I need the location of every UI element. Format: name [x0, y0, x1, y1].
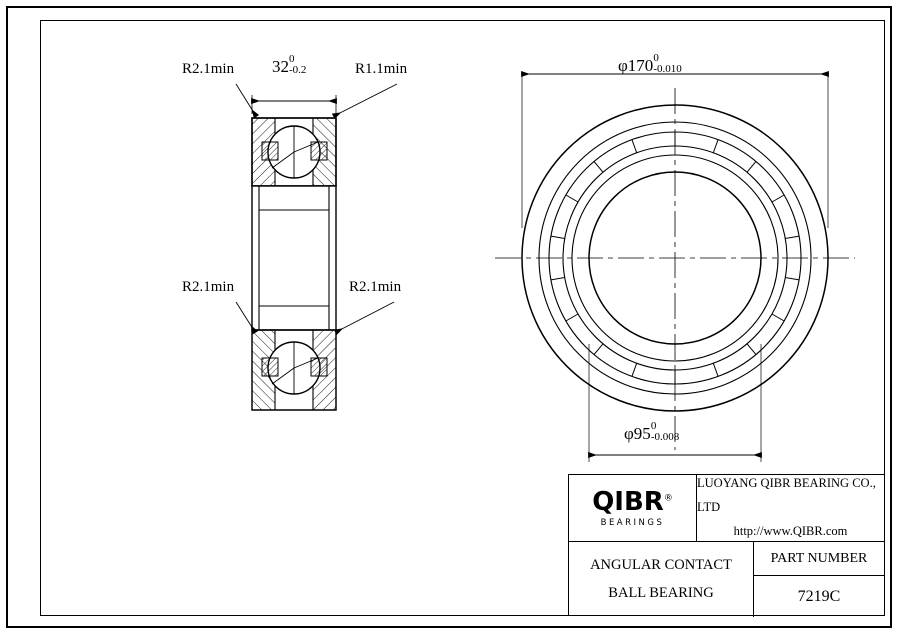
company-logo [569, 475, 697, 541]
company-website[interactable]: http://www.QIBR.com [733, 523, 848, 538]
tolerance-upper: 0 [289, 52, 295, 65]
title-block [568, 474, 885, 616]
dimension-width [272, 52, 323, 77]
annotation-chamfer-bottom-right: R2.1min [349, 279, 402, 295]
logo-subtitle: BEARINGS [600, 517, 665, 528]
tolerance-lower: -0.008 [650, 430, 680, 443]
logo-wordmark: QIBR [592, 486, 664, 517]
annotation-chamfer-bottom-left: R2.1min [182, 279, 235, 295]
tolerance-lower: -0.010 [653, 62, 682, 75]
tolerance-upper: 0 [650, 419, 657, 432]
part-number-value: 7219C [797, 587, 841, 605]
section-view [236, 84, 397, 410]
dimension-bore-diameter-value: φ95 [624, 424, 651, 443]
front-view [495, 74, 855, 462]
dimension-outer-diameter [618, 51, 687, 76]
tolerance-lower: -0.2 [289, 63, 307, 76]
registered-trademark-icon: ® [663, 492, 673, 503]
product-description [569, 542, 754, 617]
dimension-bore-diameter-tolerance [650, 419, 685, 444]
dimension-outer-diameter-value: φ170 [618, 56, 654, 75]
annotation-chamfer-top-left: R2.1min [182, 61, 235, 77]
part-number-label: PART NUMBER [754, 542, 884, 576]
product-description-line1: ANGULAR CONTACT [590, 556, 732, 573]
tolerance-upper: 0 [653, 51, 659, 64]
product-description-line2: BALL BEARING [608, 584, 714, 601]
title-block-body [569, 542, 884, 617]
logo-text [592, 486, 673, 517]
company-name: LUOYANG QIBR BEARING CO., LTD [697, 476, 876, 515]
dimension-width-value: 32 [272, 57, 289, 76]
company-info [697, 475, 884, 541]
annotation-chamfer-top-right: R1.1min [355, 61, 408, 77]
dimension-bore-diameter [624, 419, 685, 444]
dimension-outer-diameter-tolerance [653, 51, 687, 76]
dimension-width-tolerance [289, 52, 323, 77]
title-block-header [569, 475, 884, 542]
part-number-cell [754, 542, 884, 617]
